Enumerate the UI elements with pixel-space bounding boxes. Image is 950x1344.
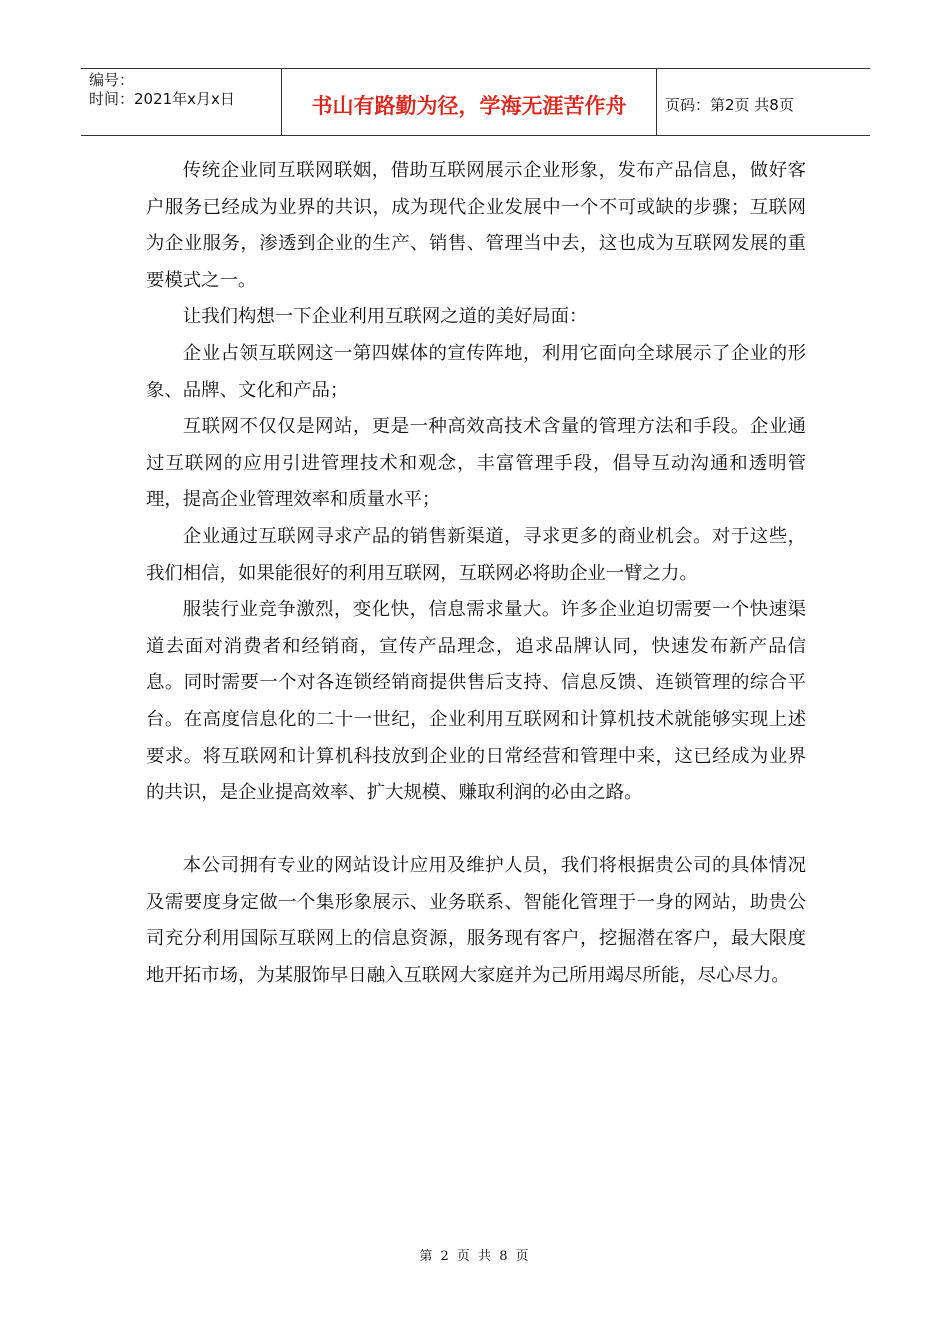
- header-info: [81, 69, 282, 135]
- page-number-label: 页码：第2页 共8页: [665, 95, 794, 114]
- date-label: 时间：2021年x月x日: [89, 90, 235, 108]
- motto: 书山有路勤为径，学海无涯苦作舟: [282, 69, 657, 135]
- document-body: [146, 153, 806, 995]
- number-label: 编号：: [89, 71, 135, 89]
- paragraph: 本公司拥有专业的网站设计应用及维护人员，我们将根据贵公司的具体情况及需要度身定做一个集形象展示、业务联系、智能化管理于一身的网站，助贵公司充分利用国际互联网上的信息资源，服务现有客户，挖掘潜在客户，最大限度地开拓市场，为某服饰早日融入互联网大家庭并为己所用竭尽所能，尽心尽力。: [146, 855, 806, 987]
- paragraph: 互联网不仅仅是网站，更是一种高效高技术含量的管理方法和手段。企业通过互联网的应用引进管理技术和观念，丰富管理手段，倡导互动沟通和透明管理，提高企业管理效率和质量水平；: [146, 416, 806, 511]
- paragraph: 企业占领互联网这一第四媒体的宣传阵地，利用它面向全球展示了企业的形象、品牌、文化和产品；: [146, 342, 806, 401]
- document-header: [81, 68, 870, 136]
- paragraph: 服装行业竞争激烈，变化快，信息需求量大。许多企业迫切需要一个快速渠道去面对消费者和经销商，宣传产品理念，追求品牌认同，快速发布新产品信息。同时需要一个对各连锁经销商提供售后支持、信息反馈、连锁管理的综合平台。在高度信息化的二十一世纪，企业利用互联网和计算机技术就能够实现上述要求。将互联网和计算机科技放到企业的日常经营和管理中来，这已经成为业界的共识，是企业提高效率、扩大规模、赚取利润的必由之路。: [146, 599, 806, 804]
- paragraph: 企业通过互联网寻求产品的销售新渠道，寻求更多的商业机会。对于这些，我们相信，如果能很好的利用互联网，互联网必将助企业一臂之力。: [146, 525, 806, 584]
- paragraph: 让我们构想一下企业利用互联网之道的美好局面：: [182, 306, 588, 328]
- page-footer: 第 2 页 共 8 页: [419, 1249, 531, 1264]
- paragraph: 传统企业同互联网联姻，借助互联网展示企业形象，发布产品信息，做好客户服务已经成为业界的共识，成为现代企业发展中一个不可或缺的步骤；互联网为企业服务，渗透到企业的生产、销售、管理当中去，这也成为互联网发展的重要模式之一。: [146, 160, 806, 291]
